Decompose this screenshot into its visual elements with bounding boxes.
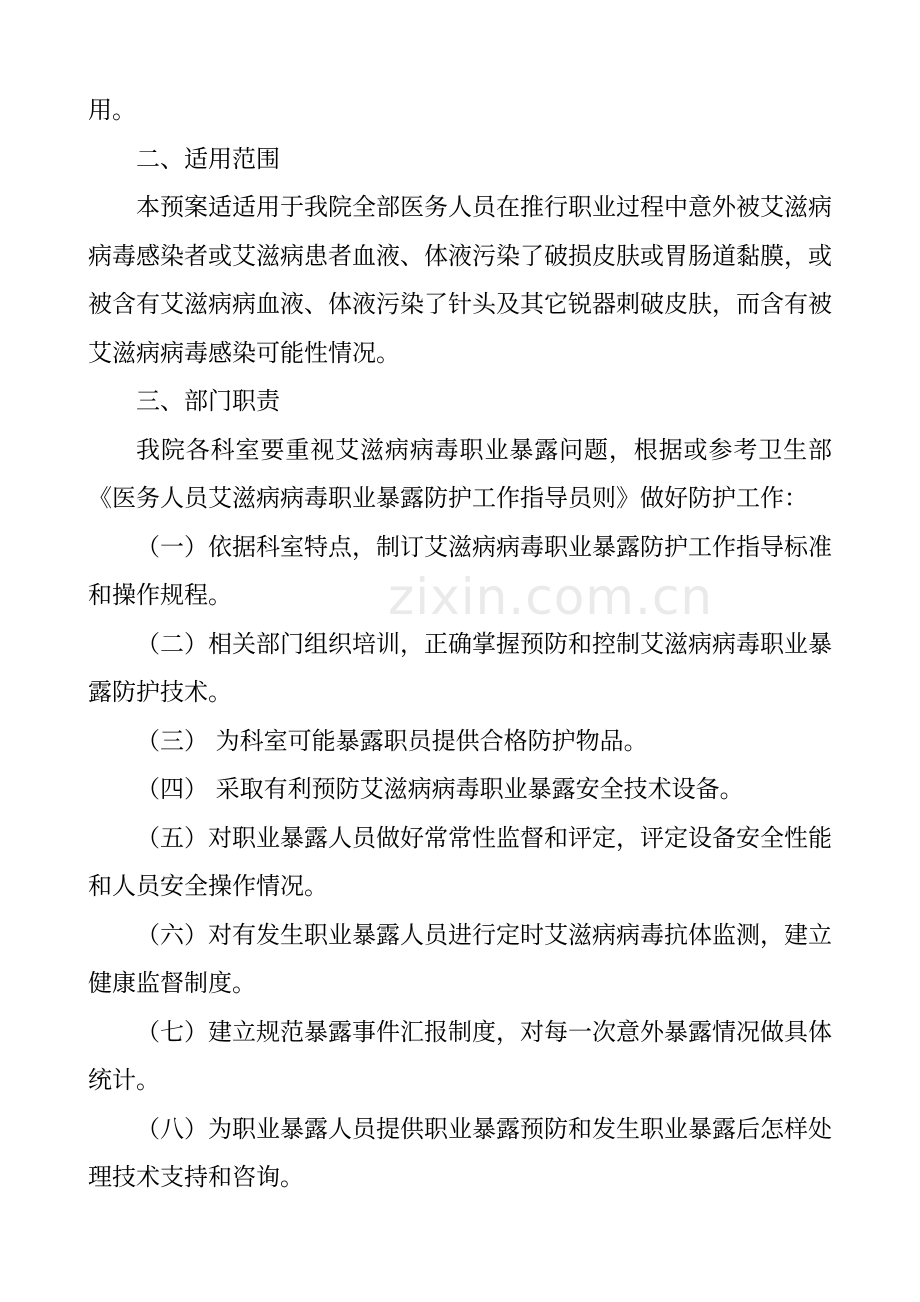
- list-item-4: （四） 采取有利预防艾滋病病毒职业暴露安全技术设备。: [136, 775, 744, 803]
- paragraph-scope: 本预案适适用于我院全部医务人员在推行职业过程中意外被艾滋病病毒感染者或艾滋病患者血液、体液污染了破损皮肤或胃肠道黏膜，或被含有艾滋病病血液、体液污染了针头及其它锐器刺破皮肤，而含有被艾滋病病毒感染可能性情况。: [88, 193, 832, 367]
- section-heading-scope: 二、适用范围: [136, 144, 280, 173]
- document-body: [88, 86, 832, 1202]
- list-item-5: （五）对职业暴露人员做好常常性监督和评定，评定设备安全性能和人员安全操作情况。: [88, 823, 832, 900]
- list-item-7: （七）建立规范暴露事件汇报制度，对每一次意外暴露情况做具体统计。: [88, 1017, 832, 1094]
- section-heading-duties: 三、部门职责: [136, 387, 280, 415]
- list-item-2: （二）相关部门组织培训，正确掌握预防和控制艾滋病病毒职业暴露防护技术。: [88, 629, 832, 706]
- paragraph-duties-intro: 我院各科室要重视艾滋病病毒职业暴露问题，根据或参考卫生部《医务人员艾滋病病毒职业暴露防护工作指导员则》做好防护工作：: [88, 435, 832, 512]
- paragraph-continuation: 用。: [88, 96, 136, 124]
- list-item-3: （三） 为科室可能暴露职员提供合格防护物品。: [136, 726, 648, 755]
- list-item-6: （六）对有发生职业暴露人员进行定时艾滋病病毒抗体监测，建立健康监督制度。: [88, 920, 832, 997]
- list-item-1: （一）依据科室特点，制订艾滋病病毒职业暴露防护工作指导标准和操作规程。: [88, 532, 832, 609]
- watermark-text: zixin.com.cn: [388, 568, 714, 626]
- list-item-8: （八）为职业暴露人员提供职业暴露预防和发生职业暴露后怎样处理技术支持和咨询。: [88, 1114, 832, 1191]
